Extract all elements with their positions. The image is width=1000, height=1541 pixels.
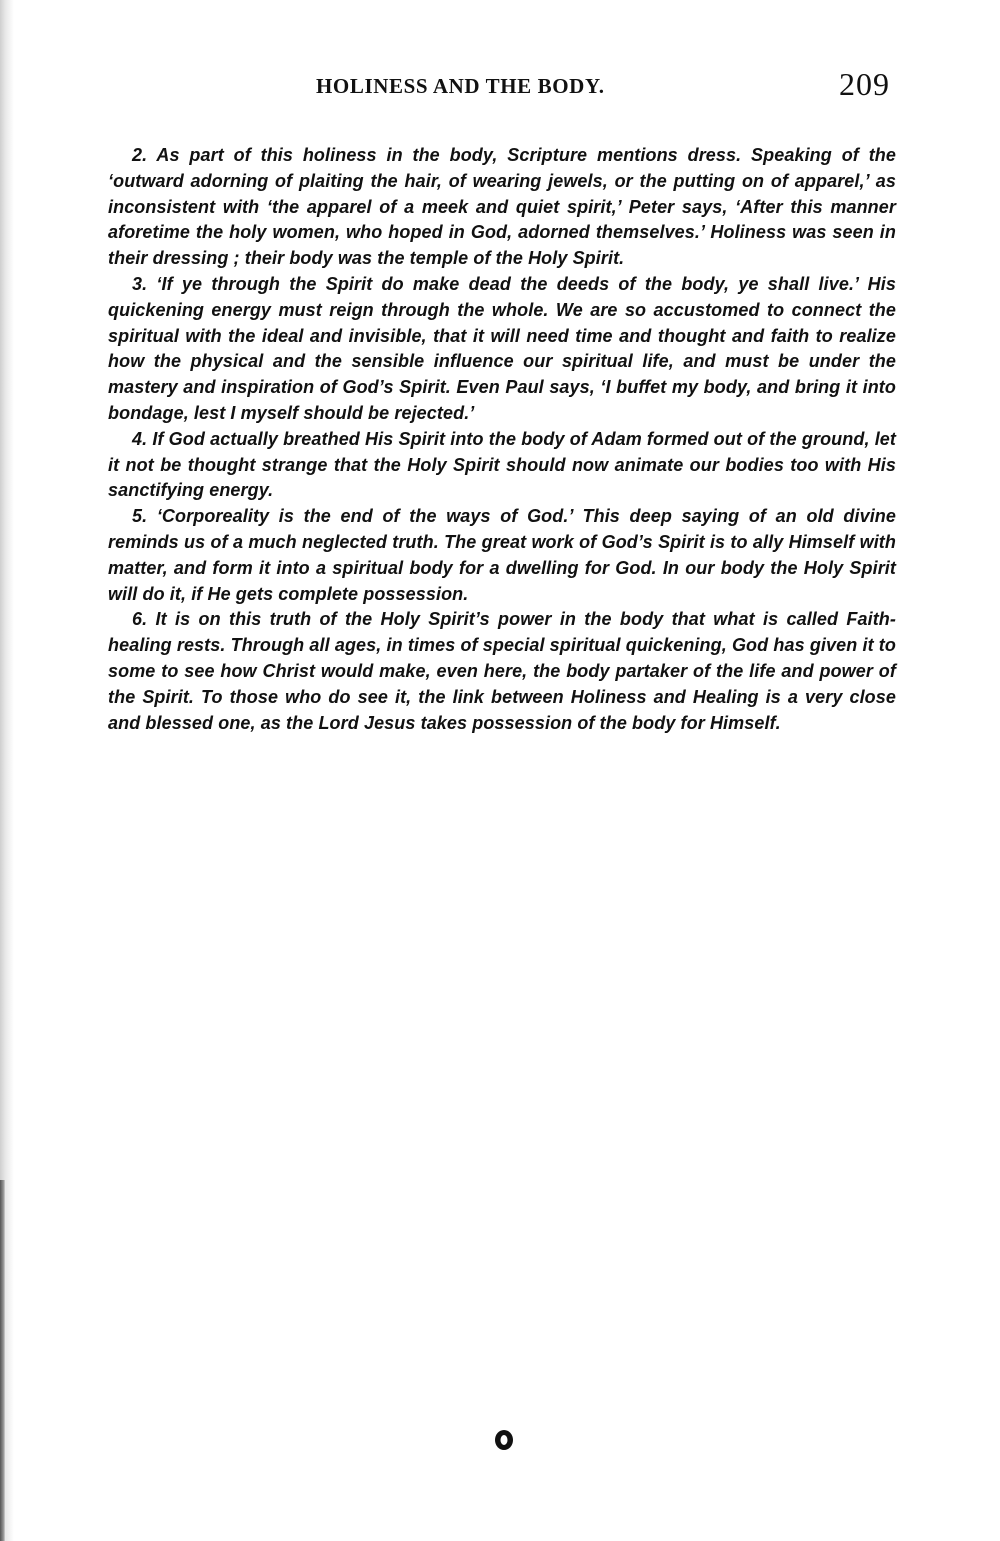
page-binding-shadow	[0, 1180, 6, 1541]
paragraph-2: 2. As part of this holiness in the body, Scripture mentions dress. Speaking of the ‘outward adorning of plaiting the hair, of wearing jewels, or the putting on of apparel,’ as inconsistent with ‘the apparel of a meek and quiet spirit,’ Peter says, ‘After this manner aforetime the holy women, who hoped in God, adorned themselves.’ Holiness was seen in their dressing ; their body was the temple of the Holy Spirit.	[108, 145, 896, 269]
running-header	[108, 66, 896, 110]
running-title: HOLINESS AND THE BODY.	[316, 74, 605, 98]
paragraph-6: 6. It is on this truth of the Holy Spirit’s power in the body that what is called Faith-healing rests. Through all ages, in times of special spiritual quickening, God has given it to some to see how Christ would make, even here, the body partaker of the life and power of the Spirit. To those who do see it, the link between Holiness and Healing is a very close and blessed one, as the Lord Jesus takes possession of the body for Himself.	[108, 609, 896, 733]
text-body	[108, 143, 896, 736]
circle-ornament-icon	[493, 1428, 515, 1452]
paragraph-4: 4. If God actually breathed His Spirit into the body of Adam formed out of the ground, let it not be thought strange that the Holy Spirit should now animate our bodies too with His sanctifying energy.	[108, 428, 896, 501]
page-number: 209	[839, 66, 890, 102]
paragraph-3: 3. ‘If ye through the Spirit do make dead the deeds of the body, ye shall live.’ His quickening energy must reign through the whole. We are so accustomed to connect the spiritual with the ideal and invisible, that it will need time and thought and faith to realize how the physical and the sensible influence our spiritual life, and must be under the mastery and inspiration of God’s Spirit. Even Paul says, ‘I buffet my body, and bring it into bondage, lest I myself should be rejected.’	[108, 273, 896, 423]
paragraph-5: 5. ‘Corporeality is the end of the ways of God.’ This deep saying of an old divine reminds us of a much neglected truth. The great work of God’s Spirit is to ally Himself with matter, and form it into a spiritual body for a dwelling for God. In our body the Holy Spirit will do it, if He gets complete possession.	[108, 506, 896, 604]
